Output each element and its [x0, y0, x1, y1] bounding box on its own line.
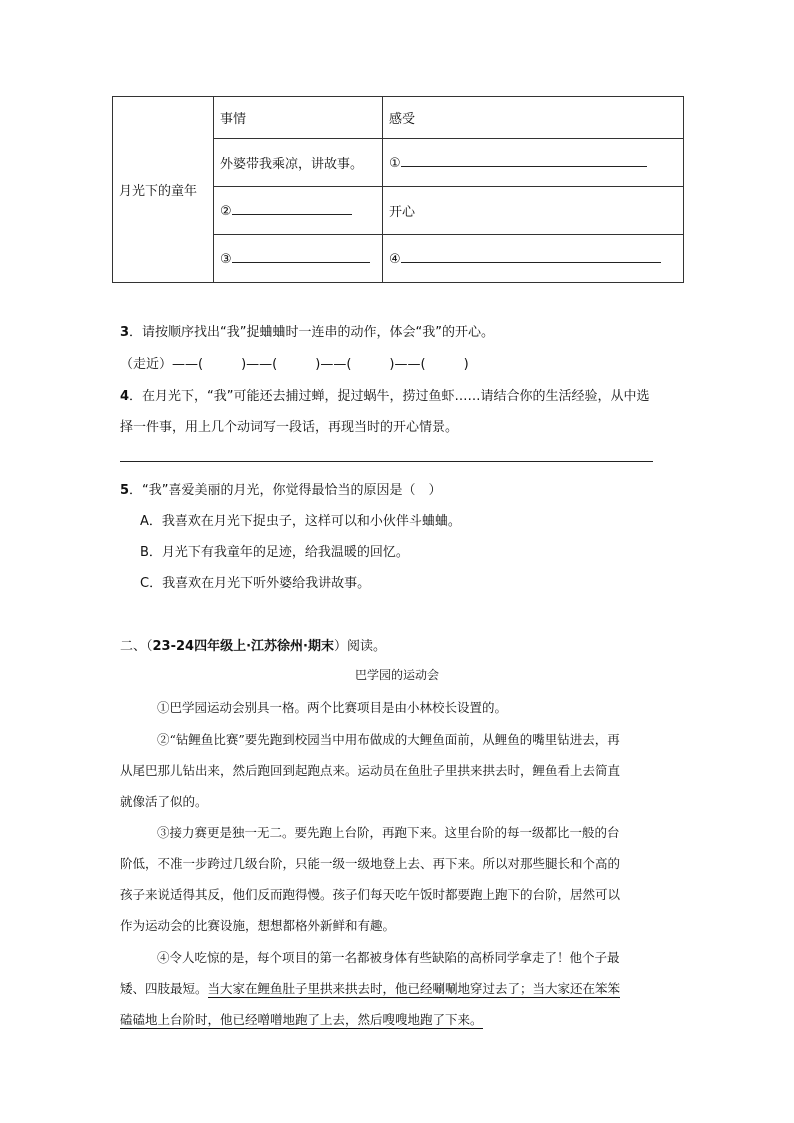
passage-paragraph-4-line-1: ④令人吃惊的是，每个项目的第一名都被身体有些缺陷的高桥同学拿走了！他个子最 — [157, 950, 620, 965]
childhood-table — [112, 96, 684, 283]
question-3: 3．请按顺序找出“我”捉蛐蛐时一连串的动作，体会“我”的开心。 — [120, 325, 494, 340]
table-cell-feeling-2: 开心 — [383, 187, 684, 235]
passage-paragraph-2-line-3: 就像活了似的。 — [120, 794, 208, 809]
table-header-event: 事情 — [214, 97, 383, 139]
table-cell-event-1: 外婆带我乘凉，讲故事。 — [214, 139, 383, 187]
question-3-sequence[interactable]: （走近）——( )——( )——( )——( ) — [120, 357, 469, 372]
table-row-label: 月光下的童年 — [113, 97, 214, 283]
passage-paragraph-1: ①巴学园运动会别具一格。两个比赛项目是由小林校长设置的。 — [157, 700, 508, 715]
passage-paragraph-3-line-4: 作为运动会的比赛设施，想想都格外新鲜和有趣。 — [120, 918, 396, 933]
option-b[interactable]: B．月光下有我童年的足迹，给我温暖的回忆。 — [140, 545, 409, 560]
question-4-line1: 4．在月光下，“我”可能还去捕过蝉，捉过蜗牛，捞过鱼虾……请结合你的生活经验，从中选 — [120, 389, 650, 404]
question-4-line2: 择一件事，用上几个动词写一段话，再现当时的开心情景。 — [120, 420, 459, 435]
answer-line[interactable] — [120, 461, 653, 462]
passage-paragraph-3-line-2: 阶低，不准一步跨过几级台阶，只能一级一级地登上去、再下来。所以对那些腿长和个高的 — [120, 856, 621, 871]
table-cell-feeling-1[interactable]: ① — [383, 139, 684, 187]
table-cell-event-2[interactable]: ② — [214, 187, 383, 235]
table-cell-event-3[interactable]: ③ — [214, 235, 383, 283]
underlined-sentence: 当大家在鲤鱼肚子里拱来拱去时，他已经唰唰地穿过去了；当大家还在笨笨 — [207, 981, 621, 996]
passage-title: 巴学园的运动会 — [354, 668, 439, 682]
question-5: 5．“我”喜爱美丽的月光，你觉得最恰当的原因是（ ） — [120, 483, 442, 498]
passage-paragraph-3-line-1: ③接力赛更是独一无二。要先跑上台阶，再跑下来。这里台阶的每一级都比一般的台 — [157, 825, 620, 840]
passage-paragraph-2-line-2: 从尾巴那儿钻出来，然后跑回到起跑点来。运动员在鱼肚子里拱来拱去时，鲤鱼看上去简直 — [120, 763, 621, 778]
passage-paragraph-4-line-2: 矮、四肢最短。当大家在鲤鱼肚子里拱来拱去时，他已经唰唰地穿过去了；当大家还在笨笨 — [120, 981, 621, 996]
table-cell-feeling-3[interactable]: ④ — [383, 235, 684, 283]
passage-paragraph-2-line-1: ②“钻鲤鱼比赛”要先跑到校园当中用布做成的大鲤鱼面前，从鲤鱼的嘴里钻进去，再 — [157, 732, 620, 747]
option-a[interactable]: A．我喜欢在月光下捉虫子，这样可以和小伙伴斗蛐蛐。 — [140, 514, 461, 529]
table-header-feeling: 感受 — [383, 97, 684, 139]
passage-paragraph-3-line-3: 孩子来说适得其反，他们反而跑得慢。孩子们每天吃午饭时都要跑上跑下的台阶，居然可以 — [120, 887, 621, 902]
option-c[interactable]: C．我喜欢在月光下听外婆给我讲故事。 — [140, 576, 371, 591]
underlined-sentence: 磕磕地上台阶时，他已经噌噌地跑了上去，然后嗖嗖地跑了下来。 — [120, 1012, 483, 1027]
passage-paragraph-4-line-3 — [120, 1010, 483, 1028]
section-2-heading: 二、（23-24四年级上·江苏徐州·期末）阅读。 — [120, 639, 386, 654]
